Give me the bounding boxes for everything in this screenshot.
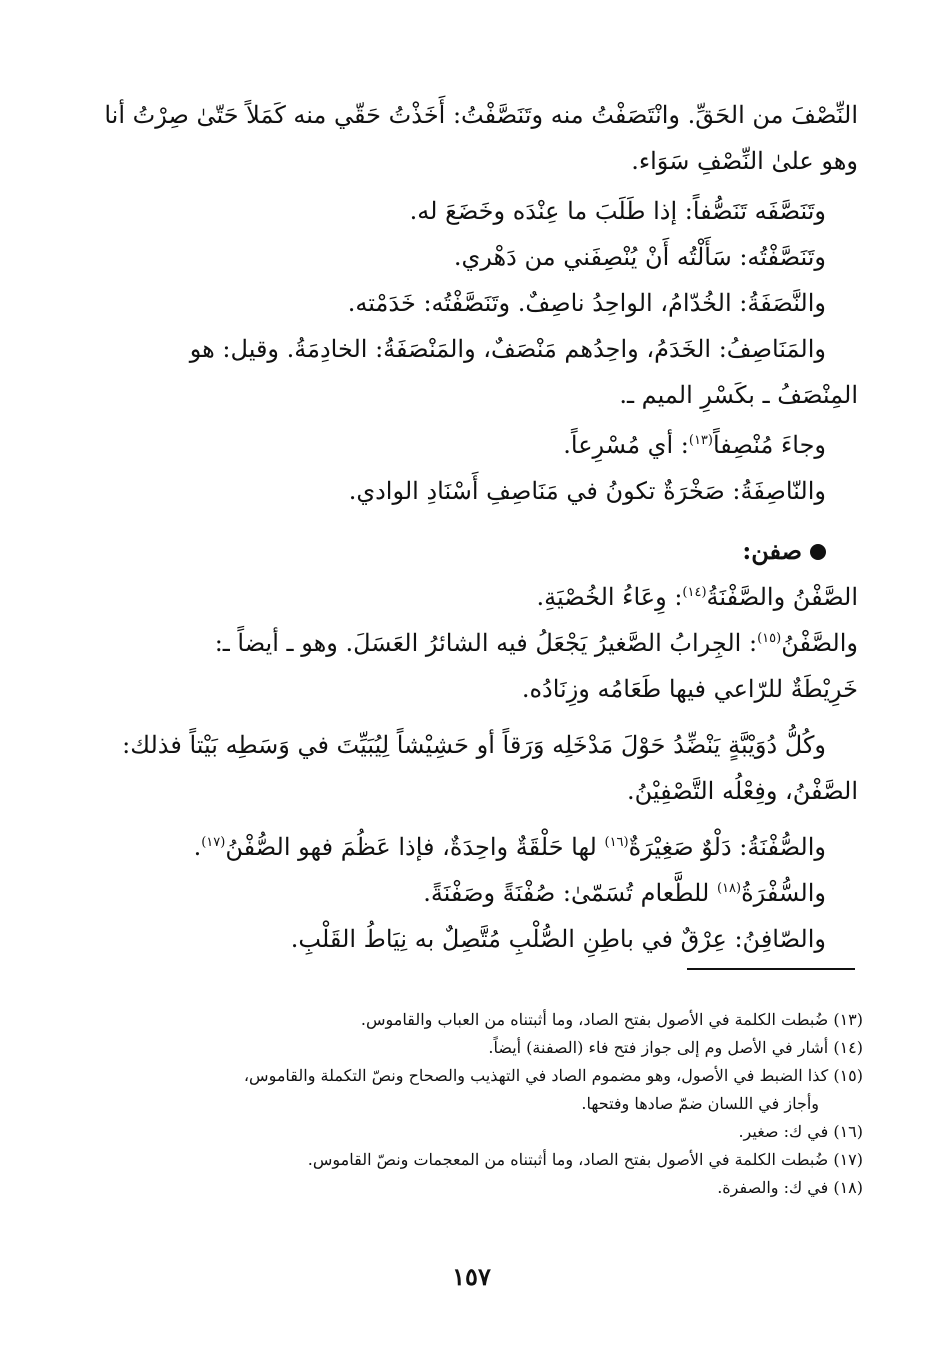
- text-segment: الصَّفْنُ والصَّفْنَةُ: [706, 583, 858, 611]
- text-line: وتَنَصَّفَه تَنَصُّفاً: إذا طَلَبَ ما عِنْدَه وخَضَعَ له.: [409, 197, 826, 225]
- footnote-ref: (١٦): [604, 835, 629, 850]
- footnote: (١٨) في ك: والصفرة.: [717, 1178, 863, 1197]
- footnote: (١٦) في ك: صغير.: [738, 1122, 863, 1141]
- text-segment: : أي مُسْرِعاً.: [563, 431, 689, 459]
- text-line: والنّاصِفَةُ: صَخْرَةٌ تكونُ في مَنَاصِفِ أَسْنَادِ الوادي.: [348, 477, 826, 505]
- text-segment: وجاءَ مُنْصِفاً: [712, 431, 826, 459]
- text-line: والصّافِنُ: عِرْقٌ في باطِنِ الصُّلْبِ مُتَّصِلٌ به نِيَاطُ القَلْبِ.: [290, 925, 826, 953]
- footnote-ref: (١٤): [682, 585, 707, 600]
- bullet-icon: [810, 544, 826, 560]
- footnote-ref: (١٥): [757, 631, 782, 646]
- text-line: الصَّفْنُ، وفِعْلُه التَّصْفِيْنُ.: [627, 777, 858, 805]
- main-text: [73, 92, 858, 962]
- text-segment: والصُّفْنَةُ: دَلْوٌ صَغِيْرَةٌ: [628, 833, 826, 861]
- footnote-ref: (١٣): [688, 433, 713, 448]
- footnote-continuation: وأجاز في اللسان ضمّ صادها وفتحها.: [581, 1094, 819, 1113]
- page-number: ١٥٧: [452, 1262, 491, 1291]
- footnote: (١٣) ضُبطت الكلمة في الأصول بفتح الصاد، وما أثبتناه من العباب والقاموس.: [360, 1010, 863, 1029]
- text-segment: : وِعَاءُ الخُصْيَةِ.: [536, 583, 683, 611]
- text-segment: والصَّفْنُ: [781, 629, 858, 657]
- text-line: وهو علىٰ النِّصْفِ سَوَاء.: [631, 147, 858, 175]
- text-segment: .: [193, 833, 202, 861]
- text-line: والنَّصَفَةُ: الخُدّامُ، الواحِدُ ناصِفٌ. وتَنَصَّفْتُه: خَدَمْته.: [347, 289, 826, 317]
- text-line: [73, 574, 858, 620]
- text-line: وتَنَصَّفْتُه: سَأَلْتُه أَنْ يُنْصِفَني من دَهْري.: [453, 243, 826, 271]
- footnote: (١٥) كذا الضبط في الأصول، وهو مضموم الصاد في التهذيب والصحاح ونصّ التكملة والقاموس،: [243, 1066, 863, 1085]
- text-line: خَرِيْطَةٌ للرّاعي فيها طَعَامُه وزِنَادُه.: [521, 675, 858, 703]
- text-line: وكُلُّ دُوَيْبَّةٍ يَنْضِّدُ حَوْلَ مَدْخَلِه وَرَقاً أو حَشِيْشاً لِيُبَيِّتَ في وَسَطِه بَيْتاً فذلك:: [122, 731, 826, 759]
- text-segment: والسُّفْرَةُ: [741, 879, 826, 907]
- footnotes: [83, 1006, 863, 1202]
- footnote-ref: (١٧): [201, 835, 226, 850]
- text-line: [73, 824, 858, 870]
- text-line: [73, 870, 858, 916]
- text-segment: للطَّعام تُسَمّىٰ: صُفْنَةً وصَفْنَةً.: [423, 879, 717, 907]
- entry-heading: [73, 528, 858, 574]
- text-line: [73, 620, 858, 666]
- footnote: (١٤) أشار في الأصل وم إلى جواز فتح فاء (الصفنة) أيضاً.: [488, 1038, 863, 1057]
- text-segment: : الجِرابُ الصَّغيرُ يَجْعَلُ فيه الشائرُ العَسَلَ. وهو ـ أيضاً ـ:: [214, 629, 758, 657]
- footnote-ref: (١٨): [716, 881, 742, 896]
- footnote-divider: [687, 968, 855, 970]
- heading-text: صفن:: [742, 536, 802, 565]
- text-line: المِنْصَفُ ـ بكَسْرِ الميم ـ.: [619, 381, 858, 409]
- footnote: (١٧) ضُبطت الكلمة في الأصول بفتح الصاد، وما أثبتناه من المعجمات ونصّ القاموس.: [307, 1150, 863, 1169]
- text-line: والمَنَاصِفُ: الخَدَمُ، واحِدُهم مَنْصَفٌ، والمَنْصَفَةُ: الخادِمَةُ. وقيل: هو: [189, 335, 826, 363]
- text-line: النِّصْفَ من الحَقِّ. وانْتَصَفْتُ منه وتَنَصَّفْتُ: أَخَذْتُ حَقّي منه كَمَلاً حَتّىٰ صِرْتُ أنا: [104, 101, 858, 129]
- text-line: [73, 422, 858, 468]
- text-segment: لها حَلْقَةٌ واحِدَةٌ، فإذا عَظُمَ فهو الصُّفْنُ: [225, 833, 605, 861]
